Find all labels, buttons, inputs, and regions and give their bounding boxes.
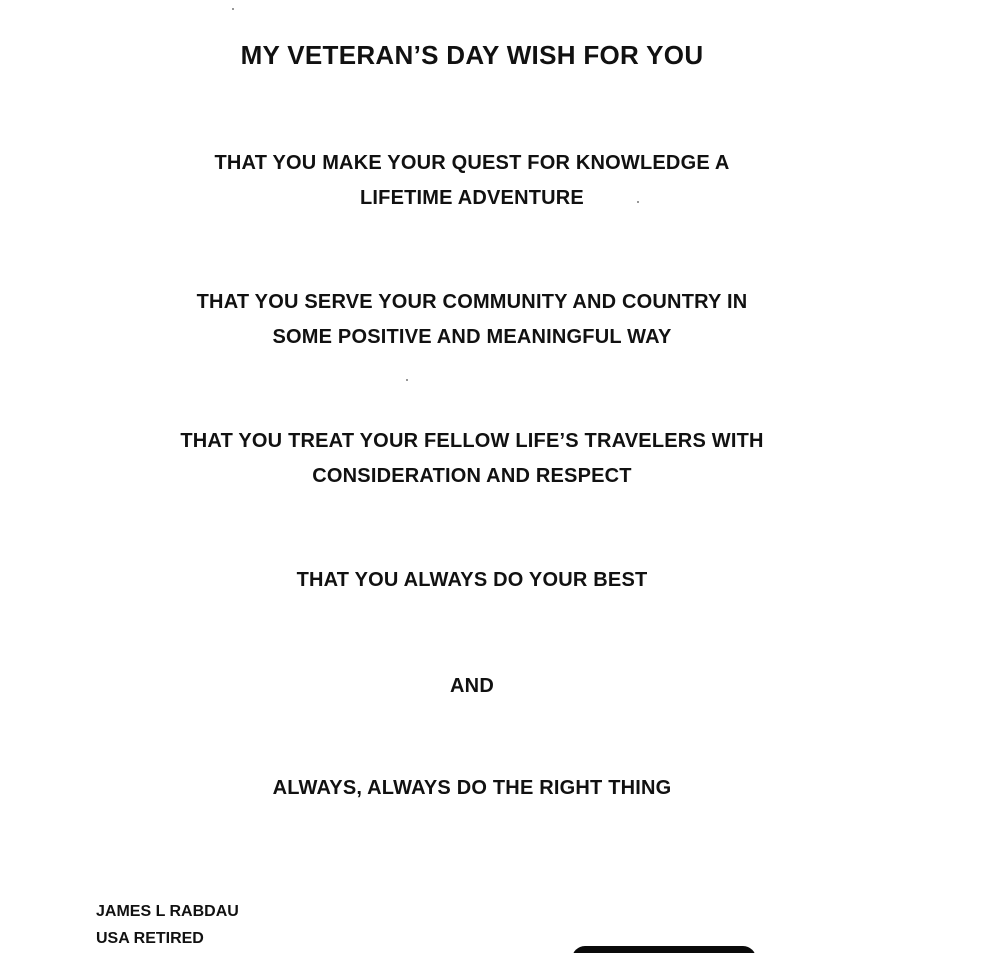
conjunction-and [0, 669, 944, 704]
wish-respect [0, 424, 944, 494]
scan-speck [406, 379, 408, 381]
wish-line: ALWAYS, ALWAYS DO THE RIGHT THING [272, 777, 672, 799]
wish-line: THAT YOU MAKE YOUR QUEST FOR KNOWLEDGE A [214, 152, 730, 174]
document-title: MY VETERAN’S DAY WISH FOR YOU [240, 40, 704, 70]
scan-speck [637, 201, 639, 203]
wish-service [0, 285, 944, 355]
wish-line: THAT YOU TREAT YOUR FELLOW LIFE’S TRAVELERS WITH [180, 430, 764, 452]
wish-line: THAT YOU ALWAYS DO YOUR BEST [296, 569, 648, 591]
wish-line: THAT YOU SERVE YOUR COMMUNITY AND COUNTRY IN [196, 291, 748, 313]
wish-line: SOME POSITIVE AND MEANINGFUL WAY [272, 326, 672, 348]
scan-speck [232, 8, 234, 10]
scan-artifact-shape [572, 946, 756, 953]
signature-name: JAMES L RABDAU [96, 903, 239, 920]
signature-affiliation: USA RETIRED [96, 930, 204, 947]
wish-right-thing [0, 771, 944, 806]
wish-knowledge [0, 146, 944, 216]
wish-line: LIFETIME ADVENTURE [360, 187, 584, 209]
wish-line: CONSIDERATION AND RESPECT [312, 465, 632, 487]
wish-best [0, 563, 944, 598]
signature-block [96, 898, 239, 952]
conjunction-text: AND [450, 675, 494, 697]
